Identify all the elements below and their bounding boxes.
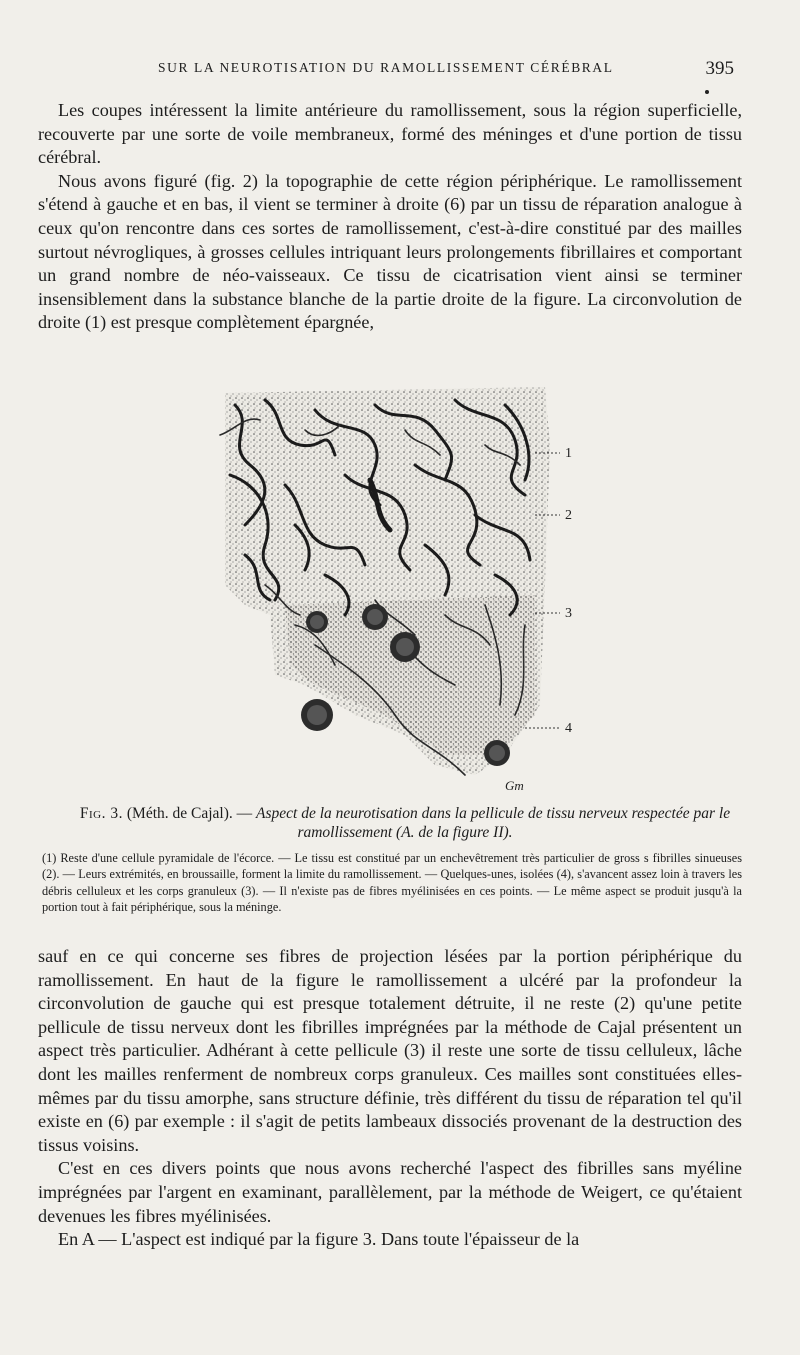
figure-caption	[60, 804, 750, 842]
ink-dot	[705, 90, 709, 94]
text-block-top	[38, 99, 742, 335]
running-title: SUR LA NEUROTISATION DU RAMOLLISSEMENT CÉRÉBRAL	[158, 60, 614, 75]
paragraph: Nous avons figuré (fig. 2) la topographie de cette région périphérique. Le ramollissement s'étend à gauche et en bas, il vient se terminer à droite (6) par un tissu de réparation analogue à ceux qu'on rencontre dans ces sortes de ramollissement, c'est-à-dire constitué par des mailles surtout névrogliques, à grosses cellules intriquant leurs prolongements fibrillaires et comportant un grand nombre de néo-vaisseaux. Ce tissu de cicatrisation vient ainsi se terminer insensiblement dans la substance blanche de la partie droite de la figure. La circonvolution de droite (1) est presque complètement épargnée,	[38, 170, 742, 333]
paragraph: En A — L'aspect est indiqué par la figure 3. Dans toute l'épaisseur de la	[58, 1229, 580, 1250]
running-header	[38, 58, 742, 84]
artist-signature: Gm	[505, 778, 524, 793]
paragraph: C'est en ces divers points que nous avons recherché l'aspect des fibrilles sans myéline imprégnées par l'argent en examinant, parallèlement, par la méthode de Weigert, ce qu'étaient devenues les fibres myélinisées.	[38, 1158, 742, 1226]
marker-2: 2	[565, 508, 572, 523]
marker-3: 3	[565, 606, 572, 621]
figure-label: Fig. 3.	[79, 805, 123, 822]
figure-legend	[42, 850, 742, 916]
paragraph: sauf en ce qui concerne ses fibres de projection lésées par la portion périphérique du ramollissement. En haut de la figure le ramollissement a ulcéré par la profondeur la circonvolution de gauche qui est presque totalement détruite, il ne reste (2) qu'une petite pellicule de tissu nerveux dont les fibrilles imprégnées par la méthode de Cajal présentent un aspect très particulier. Adhérant à cette pellicule (3) il reste une sorte de tissu celluleux, lâche dont les mailles renferment de nombreux corps granuleux. Ces mailles sont constituées elles-mêmes par du tissu amorphe, sans structure définie, très différent du tissu de réparation tel qu'il existe en (6) par exemple : il s'agit de petits lambeaux dissociés provenant de la destruction des tissus voisins.	[38, 946, 742, 1155]
legend-text: (1) Reste d'une cellule pyramidale de l'écorce. — Le tissu est constitué par un enchevêtrement très particulier de gross s fibrilles sinueuses (2). — Leurs extrémités, en broussaille, forment la limite du ramollissement. — Quelques-unes, isolées (4), s'avancent assez loin à travers les débris celluleux et les corps granuleux (3). — Il n'existe pas de fibres myélinisées en ces points. — Le même aspect se produit jusqu'à la portion tout à fait périphérique, sous la méninge.	[42, 851, 742, 915]
text-block-bottom	[38, 945, 742, 1252]
paragraph: Les coupes intéressent la limite antérieure du ramollissement, sous la région superficielle, recouverte par une sorte de voile membraneux, formé des méninges et d'une portion de tissu cérébral.	[38, 100, 742, 168]
page-number: 395	[705, 58, 734, 79]
figure-3-illustration	[205, 385, 595, 795]
figure-method: (Méth. de Cajal). —	[126, 805, 253, 822]
marker-1: 1	[565, 446, 572, 461]
figure-title: Aspect de la neurotisation dans la pellicule de tissu nerveux respectée par le ramollissement (A. de la figure II).	[256, 805, 731, 841]
marker-4: 4	[565, 721, 572, 736]
histology-drawing	[205, 385, 595, 795]
